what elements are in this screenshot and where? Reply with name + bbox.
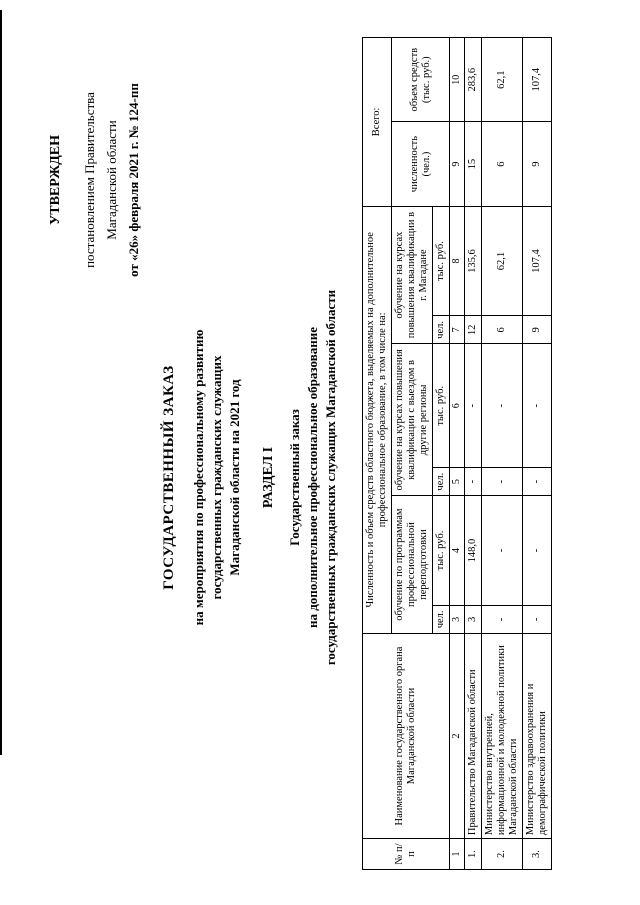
cell: - [523,468,552,496]
title-line-1: на мероприятия по профессиональному развитию [191,329,206,626]
cell: 6 [482,316,523,344]
header-organ-name: Наименование государственного органа Магаданской области [363,633,450,838]
col-number: 1 [450,839,465,870]
cell: - [465,344,482,468]
col-number: 7 [450,316,465,344]
table-row [482,38,523,870]
cell: - [482,605,523,633]
section-heading: РАЗДЕЛ I [261,446,276,509]
col-number: 3 [450,605,465,633]
approval-heading: УТВЕРЖДЕН [48,134,63,226]
col-number: 6 [450,344,465,468]
header-total-count: численность (чел.) [392,122,450,206]
document-title: ГОСУДАРСТВЕННЫЙ ЗАКАЗ [161,365,177,590]
cell: 62,1 [482,38,523,122]
header-total: Всего: [363,38,392,207]
row-num: 1. [465,839,482,870]
header-total-amount: объем средств (тыс. руб.) [392,38,450,122]
col-number: 2 [450,633,465,838]
unit-people: чел. [433,316,450,344]
cell: - [482,468,523,496]
header-group: Численность и объем средств областного бюджета, выделяемых на дополнительное профессиональное образование, в том числе на: [363,206,392,633]
approval-date: от «26» февраля 2021 г. № 124-пп [126,83,141,277]
cell: - [523,496,552,606]
document-title-block [160,200,340,755]
header-retraining: обучение по программам профессиональной переподготовки [392,496,433,634]
cell: 107,4 [523,38,552,122]
title-line-3: Магаданской области на 2021 год [227,379,242,576]
cell: 9 [523,316,552,344]
col-number: 10 [450,38,465,122]
row-num: 2. [482,839,523,870]
cell: - [465,468,482,496]
unit-people: чел. [433,468,450,496]
header-courses-other-regions: обучение на курсах повышения квалификации с выездом в другие регионы [392,344,433,496]
table-row [523,38,552,870]
cell: 6 [482,122,523,206]
row-organ: Министерство внутренней, информационной и молодежной политики Магаданской области [482,633,523,838]
col-number: 5 [450,468,465,496]
col-number: 4 [450,496,465,606]
header-num: № п/п [363,839,450,870]
approval-stamp [45,45,145,315]
cell: 9 [523,122,552,206]
cell: 135,6 [465,206,482,316]
row-num: 3. [523,839,552,870]
cell: - [482,496,523,606]
header-courses-magadan: обучение на курсах повышения квалификации в г. Магадане [392,206,433,344]
title-line-2: государственных гражданских служащих [209,355,224,600]
col-number: 8 [450,206,465,316]
cell: 15 [465,122,482,206]
unit-rub: тыс. руб. [433,206,450,316]
table-row [465,38,482,870]
subtitle-line-2: на дополнительное профессиональное образование [305,326,320,629]
subtitle-line-1: Государственный заказ [287,409,302,546]
cell: - [523,344,552,468]
cell: 62,1 [482,206,523,316]
unit-rub: тыс. руб. [433,496,450,606]
col-number: 9 [450,122,465,206]
cell: 3 [465,605,482,633]
unit-people: чел. [433,605,450,633]
cell: 107,4 [523,206,552,316]
cell: - [482,344,523,468]
cell: 12 [465,316,482,344]
row-organ: Министерство здравоохранения и демографической политики [523,633,552,838]
state-order-table [362,37,552,870]
scan-edge-line [0,10,2,755]
row-organ: Правительство Магаданской области [465,633,482,838]
cell: 148,0 [465,496,482,606]
approval-line-2: Магаданской области [104,120,119,240]
cell: 283,6 [465,38,482,122]
cell: - [523,605,552,633]
unit-rub: тыс. руб. [433,344,450,468]
approval-line-1: постановлением Правительства [82,92,97,268]
subtitle-line-3: государственных гражданских служащих Магаданской области [323,289,338,666]
